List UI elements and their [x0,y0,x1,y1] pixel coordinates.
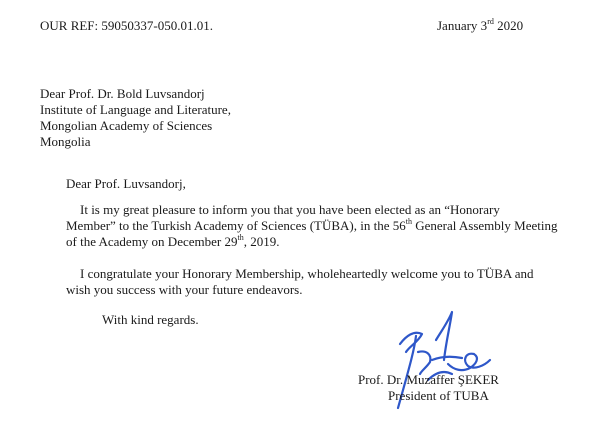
p1-line3-text-end: , 2019. [243,234,280,249]
recipient-country: Mongolia [40,134,91,149]
date-suffix: rd [487,16,494,26]
signatory-name: Prof. Dr. Muzaffer ŞEKER [358,372,499,387]
body-paragraph-2-line-2: wish you success with your future endeavors. [66,282,303,297]
p1-line2-text-end: General Assembly Meeting [411,218,558,233]
p1-line3-text: of the Academy on December 29 [66,234,238,249]
recipient-name: Dear Prof. Dr. Bold Luvsandorj [40,86,205,101]
letter-date [437,18,523,34]
date-day: January 3 [437,18,488,33]
body-paragraph-1-line-3 [66,234,279,250]
salutation: Dear Prof. Luvsandorj, [66,176,186,191]
date-year: 2020 [493,18,524,33]
reference-number: OUR REF: 59050337-050.01.01. [40,18,213,33]
recipient-academy: Mongolian Academy of Sciences [40,118,213,133]
closing: With kind regards. [102,312,199,327]
p1-line2-text: Member” to the Turkish Academy of Sciences (TÜBA), in the 56 [66,218,406,233]
body-paragraph-1-line-2 [66,218,557,234]
p1-line3-sup: th [237,232,244,242]
body-paragraph-2-line-1: I congratulate your Honorary Membership, wholeheartedly welcome you to TÜBA and [80,266,534,281]
recipient-institute: Institute of Language and Literature, [40,102,231,117]
p1-line2-sup: th [405,216,412,226]
signatory-title: President of TUBA [388,388,489,403]
body-paragraph-1-line-1: It is my great pleasure to inform you that you have been elected as an “Honorary [80,202,500,217]
